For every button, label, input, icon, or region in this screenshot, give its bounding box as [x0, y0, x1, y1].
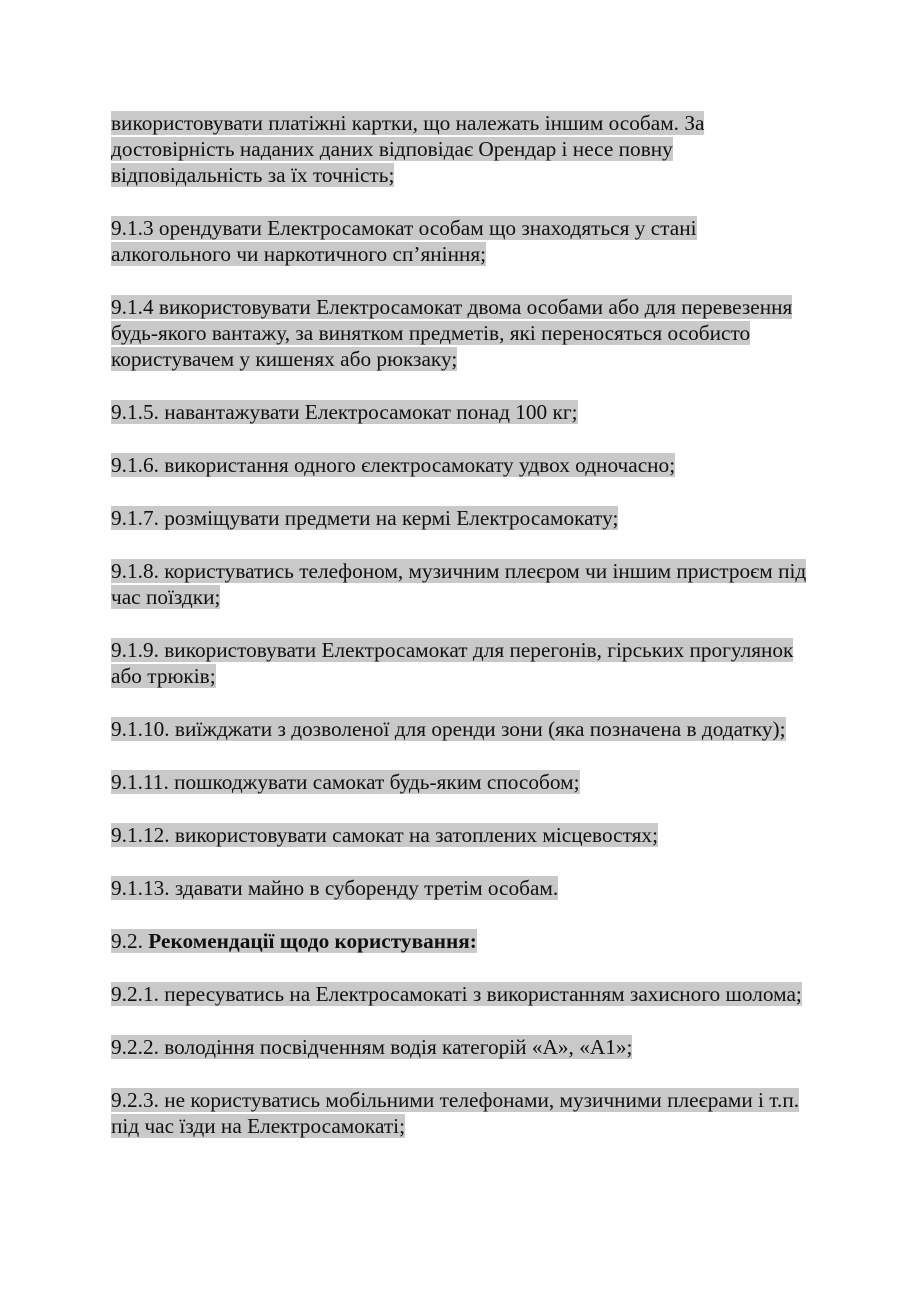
- section-title: Рекомендації щодо користування:: [148, 929, 477, 953]
- paragraph-payment-cards: [111, 110, 811, 188]
- highlighted-text: 9.1.6. використання одного єлектросамокату удвох одночасно;: [111, 453, 676, 477]
- paragraph-9-1-4: [111, 294, 811, 372]
- paragraph-9-1-12: [111, 822, 811, 848]
- paragraph-9-2-2: [111, 1034, 811, 1060]
- highlighted-text: 9.1.13. здавати майно в суборенду третім особам.: [111, 876, 559, 900]
- paragraph-9-1-13: [111, 875, 811, 901]
- highlighted-text: використовувати платіжні картки, що належать іншим особам. За достовірність наданих даних відповідає Орендар і несе повну відповідальність за їх точність;: [111, 111, 705, 187]
- highlighted-text: 9.1.5. навантажувати Електросамокат понад 100 кг;: [111, 400, 578, 424]
- document-body: [111, 110, 811, 1166]
- paragraph-9-1-9: [111, 637, 811, 689]
- section-number: 9.2.: [111, 929, 149, 953]
- paragraph-9-1-7: [111, 505, 811, 531]
- paragraph-9-1-10: [111, 716, 811, 742]
- paragraph-9-1-5: [111, 399, 811, 425]
- highlighted-text: 9.2.1. пересуватись на Електросамокаті з використанням захисного шолома;: [111, 982, 802, 1006]
- highlighted-text: 9.2.3. не користуватись мобільними телефонами, музичними плеєрами і т.п. під час їзди на Електросамокаті;: [111, 1088, 800, 1138]
- paragraph-9-1-11: [111, 769, 811, 795]
- highlighted-text: 9.1.10. виїжджати з дозволеної для оренди зони (яка позначена в додатку);: [111, 717, 786, 741]
- highlighted-text: 9.1.9. використовувати Електросамокат для перегонів, гірських прогулянок або трюків;: [111, 638, 794, 688]
- paragraph-9-1-8: [111, 558, 811, 610]
- paragraph-9-1-6: [111, 452, 811, 478]
- highlighted-text: 9.1.12. використовувати самокат на затоплених місцевостях;: [111, 823, 658, 847]
- highlighted-text: 9.1.8. користуватись телефоном, музичним плеєром чи іншим пристроєм під час поїздки;: [111, 559, 807, 609]
- highlighted-text: 9.1.7. розміщувати предмети на кермі Електросамокату;: [111, 506, 619, 530]
- highlighted-text: 9.1.3 орендувати Електросамокат особам що знаходяться у стані алкогольного чи наркотичного сп’яніння;: [111, 216, 697, 266]
- highlighted-text: [111, 929, 477, 953]
- paragraph-9-2-1: [111, 981, 811, 1007]
- highlighted-text: 9.2.2. володіння посвідченням водія категорій «А», «А1»;: [111, 1035, 633, 1059]
- paragraph-9-1-3: [111, 215, 811, 267]
- section-heading-9-2: [111, 928, 811, 954]
- highlighted-text: 9.1.11. пошкоджувати самокат будь-яким способом;: [111, 770, 580, 794]
- highlighted-text: 9.1.4 використовувати Електросамокат двома особами або для перевезення будь-якого вантажу, за винятком предметів, які переносяться особисто користувачем у кишенях або рюкзаку;: [111, 295, 793, 371]
- paragraph-9-2-3: [111, 1087, 811, 1139]
